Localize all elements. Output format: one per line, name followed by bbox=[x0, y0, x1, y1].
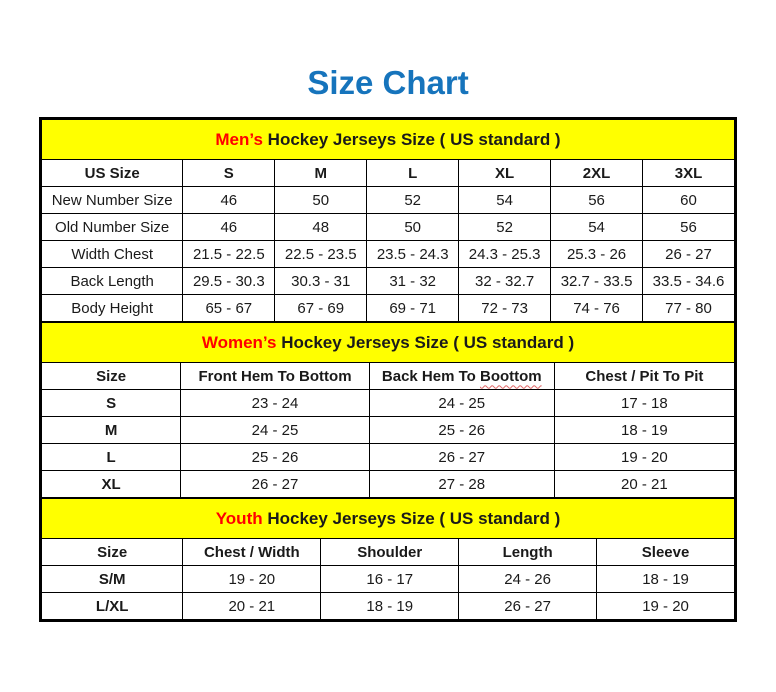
column-header: Size bbox=[42, 539, 183, 566]
table-row bbox=[42, 214, 735, 241]
column-header-row bbox=[42, 363, 735, 390]
section-title-accent: Men’s bbox=[215, 129, 263, 149]
column-header bbox=[369, 363, 554, 390]
row-label: Body Height bbox=[42, 295, 183, 322]
section-title-text: Hockey Jerseys Size ( US standard ) bbox=[267, 508, 561, 528]
misspelled-word: Boottom bbox=[479, 367, 542, 385]
size-table-mens bbox=[41, 119, 735, 322]
size-value-cell: 20 - 21 bbox=[554, 471, 734, 498]
size-value-cell: 65 - 67 bbox=[183, 295, 275, 322]
section-title-band bbox=[42, 323, 735, 363]
section-title-band bbox=[42, 499, 735, 539]
column-header: M bbox=[275, 160, 367, 187]
size-value-cell: 54 bbox=[551, 214, 643, 241]
size-value-cell: 56 bbox=[551, 187, 643, 214]
size-value-cell: 16 - 17 bbox=[321, 566, 459, 593]
column-header: Front Hem To Bottom bbox=[181, 363, 369, 390]
column-header: XL bbox=[459, 160, 551, 187]
column-header: Shoulder bbox=[321, 539, 459, 566]
size-value-cell: 67 - 69 bbox=[275, 295, 367, 322]
row-label: Width Chest bbox=[42, 241, 183, 268]
table-row bbox=[42, 593, 735, 620]
size-value-cell: 18 - 19 bbox=[554, 417, 734, 444]
row-label: XL bbox=[42, 471, 181, 498]
column-header-prefix: Back Hem To bbox=[381, 367, 480, 385]
table-row bbox=[42, 417, 735, 444]
size-value-cell: 25.3 - 26 bbox=[551, 241, 643, 268]
size-table-youth bbox=[41, 498, 735, 620]
column-header: US Size bbox=[42, 160, 183, 187]
row-label: L bbox=[42, 444, 181, 471]
column-header-row bbox=[42, 539, 735, 566]
size-value-cell: 19 - 20 bbox=[554, 444, 734, 471]
row-label: S/M bbox=[42, 566, 183, 593]
column-header-row bbox=[42, 160, 735, 187]
size-value-cell: 17 - 18 bbox=[554, 390, 734, 417]
table-row bbox=[42, 295, 735, 322]
size-value-cell: 25 - 26 bbox=[181, 444, 369, 471]
column-header: Sleeve bbox=[597, 539, 735, 566]
section-title-accent: Women’s bbox=[201, 332, 277, 352]
size-value-cell: 77 - 80 bbox=[643, 295, 735, 322]
size-value-cell: 26 - 27 bbox=[459, 593, 597, 620]
size-value-cell: 25 - 26 bbox=[369, 417, 554, 444]
size-value-cell: 32.7 - 33.5 bbox=[551, 268, 643, 295]
size-value-cell: 20 - 21 bbox=[183, 593, 321, 620]
size-value-cell: 23 - 24 bbox=[181, 390, 369, 417]
table-row bbox=[42, 241, 735, 268]
table-row bbox=[42, 444, 735, 471]
size-value-cell: 18 - 19 bbox=[321, 593, 459, 620]
size-value-cell: 24 - 25 bbox=[181, 417, 369, 444]
size-value-cell: 31 - 32 bbox=[367, 268, 459, 295]
size-value-cell: 72 - 73 bbox=[459, 295, 551, 322]
size-value-cell: 29.5 - 30.3 bbox=[183, 268, 275, 295]
size-value-cell: 50 bbox=[367, 214, 459, 241]
size-value-cell: 19 - 20 bbox=[597, 593, 735, 620]
section-title-band bbox=[42, 120, 735, 160]
size-value-cell: 52 bbox=[459, 214, 551, 241]
column-header: Size bbox=[42, 363, 181, 390]
size-value-cell: 23.5 - 24.3 bbox=[367, 241, 459, 268]
row-label: L/XL bbox=[42, 593, 183, 620]
column-header: Chest / Pit To Pit bbox=[554, 363, 734, 390]
size-value-cell: 46 bbox=[183, 214, 275, 241]
page-title: Size Chart bbox=[307, 64, 469, 101]
size-value-cell: 24 - 25 bbox=[369, 390, 554, 417]
column-header: 3XL bbox=[643, 160, 735, 187]
size-value-cell: 46 bbox=[183, 187, 275, 214]
column-header: L bbox=[367, 160, 459, 187]
column-header: 2XL bbox=[551, 160, 643, 187]
size-value-cell: 60 bbox=[643, 187, 735, 214]
column-header: Chest / Width bbox=[183, 539, 321, 566]
row-label: S bbox=[42, 390, 181, 417]
size-value-cell: 18 - 19 bbox=[597, 566, 735, 593]
size-value-cell: 26 - 27 bbox=[369, 444, 554, 471]
size-tables bbox=[39, 117, 737, 622]
size-value-cell: 74 - 76 bbox=[551, 295, 643, 322]
size-value-cell: 30.3 - 31 bbox=[275, 268, 367, 295]
table-row bbox=[42, 566, 735, 593]
size-value-cell: 27 - 28 bbox=[369, 471, 554, 498]
row-label: New Number Size bbox=[42, 187, 183, 214]
size-value-cell: 24 - 26 bbox=[459, 566, 597, 593]
size-value-cell: 56 bbox=[643, 214, 735, 241]
size-value-cell: 24.3 - 25.3 bbox=[459, 241, 551, 268]
row-label: Back Length bbox=[42, 268, 183, 295]
size-value-cell: 32 - 32.7 bbox=[459, 268, 551, 295]
section-band-row bbox=[42, 499, 735, 539]
size-value-cell: 26 - 27 bbox=[181, 471, 369, 498]
section-title-accent: Youth bbox=[215, 508, 263, 528]
table-row bbox=[42, 268, 735, 295]
size-value-cell: 21.5 - 22.5 bbox=[183, 241, 275, 268]
size-value-cell: 33.5 - 34.6 bbox=[643, 268, 735, 295]
size-value-cell: 54 bbox=[459, 187, 551, 214]
table-row bbox=[42, 471, 735, 498]
table-row bbox=[42, 390, 735, 417]
size-value-cell: 48 bbox=[275, 214, 367, 241]
size-value-cell: 26 - 27 bbox=[643, 241, 735, 268]
size-value-cell: 22.5 - 23.5 bbox=[275, 241, 367, 268]
size-value-cell: 52 bbox=[367, 187, 459, 214]
section-band-row bbox=[42, 323, 735, 363]
section-title-text: Hockey Jerseys Size ( US standard ) bbox=[281, 332, 575, 352]
table-row bbox=[42, 187, 735, 214]
size-value-cell: 19 - 20 bbox=[183, 566, 321, 593]
column-header: S bbox=[183, 160, 275, 187]
size-table-womens bbox=[41, 322, 735, 498]
size-value-cell: 69 - 71 bbox=[367, 295, 459, 322]
section-band-row bbox=[42, 120, 735, 160]
row-label: M bbox=[42, 417, 181, 444]
column-header: Length bbox=[459, 539, 597, 566]
size-value-cell: 50 bbox=[275, 187, 367, 214]
section-title-text: Hockey Jerseys Size ( US standard ) bbox=[267, 129, 561, 149]
row-label: Old Number Size bbox=[42, 214, 183, 241]
